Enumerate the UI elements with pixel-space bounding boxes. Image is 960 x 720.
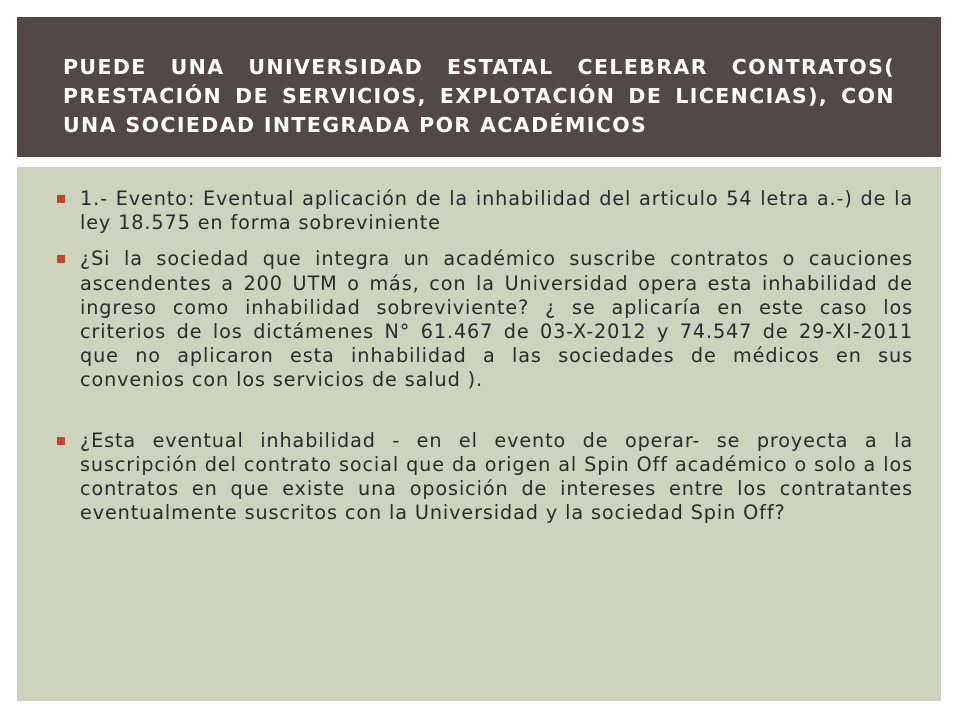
bullet-item-3	[57, 429, 913, 526]
square-bullet-icon	[57, 437, 65, 445]
bullet-item-2	[57, 247, 913, 392]
bullet-item-1	[57, 187, 913, 235]
bullet-text-3: ¿Esta eventual inhabilidad - en el evento de operar- se proyecta a la suscripción del contrato social que da origen al Spin Off académico o solo a los contratos en que existe una oposición de intereses entre los contratantes eventualmente suscritos con la Universidad y la sociedad Spin Off?	[80, 428, 913, 525]
slide-title: PUEDE UNA UNIVERSIDAD ESTATAL CELEBRAR CONTRATOS( PRESTACIÓN DE SERVICIOS, EXPLOTACIÓN DE LICENCIAS), CON UNA SOCIEDAD INTEGRADA POR ACADÉMICOS	[63, 55, 895, 137]
bullet-text-2: ¿Si la sociedad que integra un académico suscribe contratos o cauciones ascendentes a 200 UTM o más, con la Universidad opera esta inhabilidad de ingreso como inhabilidad sobreviviente? ¿ se aplicaría en este caso los criterios de los dictámenes N° 61.467 de 03-X-2012 y 74.547 de 29-XI-2011 que no aplicaron esta inhabilidad a las sociedades de médicos en sus convenios con los servicios de salud ).	[80, 247, 913, 392]
content-area	[17, 167, 941, 701]
bullet-text-1: 1.- Evento: Eventual aplicación de la inhabilidad del articulo 54 letra a.-) de la ley 18.575 en forma sobreviniente	[80, 187, 913, 235]
square-bullet-icon	[57, 195, 65, 203]
title-bar	[17, 17, 941, 157]
bullet-list	[57, 187, 913, 525]
square-bullet-icon	[57, 255, 65, 263]
